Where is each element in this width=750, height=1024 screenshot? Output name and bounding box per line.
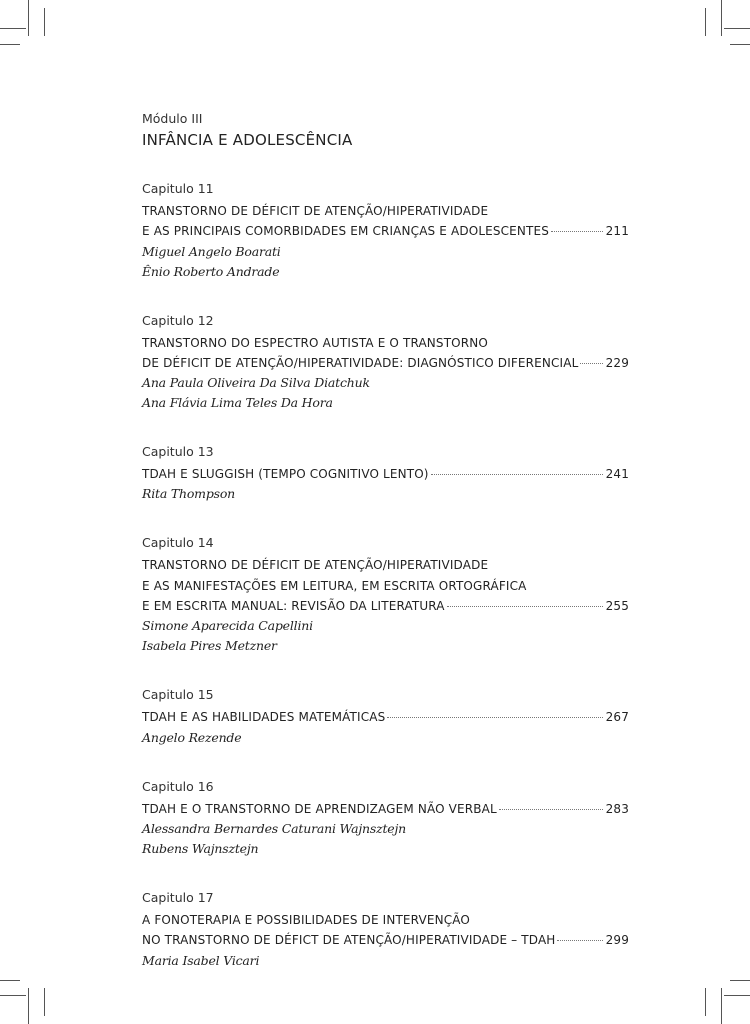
chapter-label: Capitulo 16 bbox=[142, 778, 214, 794]
author-name: Ana Flávia Lima Teles Da Hora bbox=[142, 395, 333, 411]
page-number: 211 bbox=[605, 224, 629, 239]
module-label: Módulo III bbox=[142, 111, 203, 126]
author-name: Ênio Roberto Andrade bbox=[142, 263, 280, 279]
crop-mark bbox=[44, 8, 45, 36]
toc-entry[interactable] bbox=[142, 889, 629, 971]
crop-mark bbox=[730, 980, 750, 981]
page-number: 241 bbox=[605, 467, 629, 482]
chapter-label: Capitulo 12 bbox=[142, 312, 214, 328]
chapter-label: Capitulo 17 bbox=[142, 889, 214, 905]
chapter-title-line: TDAH E SLUGGISH (TEMPO COGNITIVO LENTO) bbox=[142, 467, 429, 482]
toc-entry[interactable] bbox=[142, 312, 629, 414]
chapter-title-last-line bbox=[142, 596, 629, 616]
page-number: 229 bbox=[605, 355, 629, 370]
crop-mark bbox=[0, 980, 20, 981]
crop-mark bbox=[0, 995, 26, 996]
chapter-title-last-line bbox=[142, 353, 629, 373]
module-title: INFÂNCIA E ADOLESCÊNCIA bbox=[142, 131, 353, 149]
crop-mark bbox=[724, 995, 750, 996]
dot-leader bbox=[431, 473, 603, 475]
crop-mark bbox=[28, 988, 29, 1024]
author-name: Simone Aparecida Capellini bbox=[142, 618, 313, 634]
crop-mark bbox=[721, 988, 722, 1024]
author-name: Isabela Pires Metzner bbox=[142, 638, 277, 654]
chapter-title-line: TRANSTORNO DE DÉFICIT DE ATENÇÃO/HIPERATIVIDADE bbox=[142, 204, 489, 218]
dot-leader bbox=[551, 230, 603, 232]
author-name: Angelo Rezende bbox=[142, 729, 242, 745]
chapter-title-line: DE DÉFICIT DE ATENÇÃO/HIPERATIVIDADE: DIAGNÓSTICO DIFERENCIAL bbox=[142, 355, 579, 370]
crop-mark bbox=[44, 988, 45, 1016]
crop-mark bbox=[705, 988, 706, 1016]
chapter-title-last-line bbox=[142, 464, 629, 484]
table-of-contents bbox=[142, 111, 629, 971]
chapter-title-line: E EM ESCRITA MANUAL: REVISÃO DA LITERATURA bbox=[142, 599, 445, 614]
crop-mark bbox=[730, 44, 750, 45]
chapter-title-line: TDAH E AS HABILIDADES MATEMÁTICAS bbox=[142, 710, 386, 725]
page-number: 299 bbox=[605, 933, 629, 948]
page-number: 283 bbox=[605, 801, 629, 816]
chapter-title-last-line bbox=[142, 707, 629, 727]
chapter-title-line: E AS PRINCIPAIS COMORBIDADES EM CRIANÇAS E ADOLESCENTES bbox=[142, 224, 550, 239]
chapter-title-line: NO TRANSTORNO DE DÉFICT DE ATENÇÃO/HIPERATIVIDADE – TDAH bbox=[142, 933, 556, 948]
crop-mark bbox=[0, 44, 20, 45]
chapter-title-last-line bbox=[142, 221, 629, 241]
dot-leader bbox=[580, 362, 602, 364]
toc-entry[interactable] bbox=[142, 443, 629, 504]
chapter-label: Capitulo 13 bbox=[142, 444, 214, 460]
chapter-title-line: TDAH E O TRANSTORNO DE APRENDIZAGEM NÃO VERBAL bbox=[142, 801, 497, 816]
chapter-title-line: TRANSTORNO DE DÉFICIT DE ATENÇÃO/HIPERATIVIDADE bbox=[142, 558, 489, 573]
crop-mark bbox=[705, 8, 706, 36]
chapter-title-line: TRANSTORNO DO ESPECTRO AUTISTA E O TRANSTORNO bbox=[142, 335, 488, 350]
dot-leader bbox=[387, 716, 602, 718]
crop-mark bbox=[724, 28, 750, 29]
crop-mark bbox=[721, 0, 722, 36]
toc-entry[interactable] bbox=[142, 686, 629, 747]
chapter-title-line: A FONOTERAPIA E POSSIBILIDADES DE INTERVENÇÃO bbox=[142, 912, 470, 927]
chapter-label: Capitulo 14 bbox=[142, 535, 214, 551]
chapter-title-last-line bbox=[142, 799, 629, 819]
crop-mark bbox=[28, 0, 29, 36]
author-name: Rita Thompson bbox=[142, 486, 236, 502]
toc-entry[interactable] bbox=[142, 180, 629, 282]
author-name: Miguel Angelo Boarati bbox=[142, 243, 281, 259]
page-number: 255 bbox=[605, 599, 629, 614]
crop-mark bbox=[0, 28, 26, 29]
author-name: Rubens Wajnsztejn bbox=[142, 840, 259, 856]
dot-leader bbox=[447, 605, 603, 607]
author-name: Ana Paula Oliveira Da Silva Diatchuk bbox=[142, 375, 370, 391]
dot-leader bbox=[557, 939, 602, 941]
chapter-title-last-line bbox=[142, 930, 629, 950]
chapter-label: Capitulo 15 bbox=[142, 687, 214, 703]
author-name: Maria Isabel Vicari bbox=[142, 952, 260, 968]
toc-entry[interactable] bbox=[142, 534, 629, 656]
page-number: 267 bbox=[605, 710, 629, 725]
dot-leader bbox=[499, 808, 603, 810]
chapter-title-line: E AS MANIFESTAÇÕES EM LEITURA, EM ESCRITA ORTOGRÁFICA bbox=[142, 578, 527, 593]
author-name: Alessandra Bernardes Caturani Wajnsztejn bbox=[142, 820, 407, 836]
chapter-label: Capitulo 11 bbox=[142, 181, 214, 196]
toc-entry[interactable] bbox=[142, 778, 629, 859]
